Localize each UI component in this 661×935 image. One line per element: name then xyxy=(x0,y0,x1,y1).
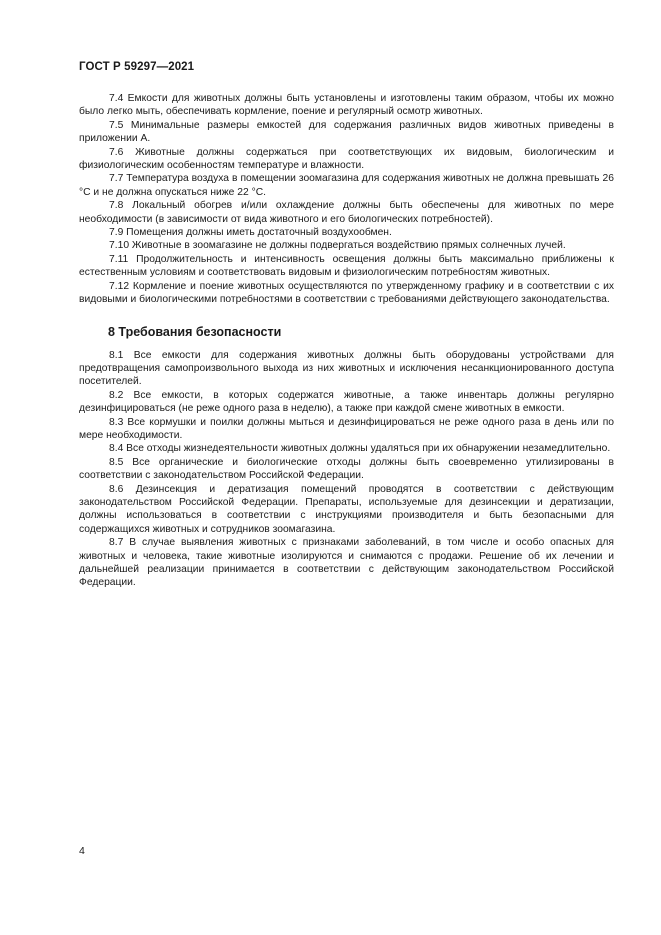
clause-8-4: 8.4 Все отходы жизнедеятельности животных должны удаляться при их обнаружении незамедлительно. xyxy=(109,443,611,455)
section-8 xyxy=(79,349,614,590)
clause-7-5: 7.5 Минимальные размеры емкостей для содержания различных видов животных приведены в приложении А. xyxy=(79,119,614,145)
clause-7-9: 7.9 Помещения должны иметь достаточный воздухообмен. xyxy=(109,227,392,239)
clause-7-11: 7.11 Продолжительность и интенсивность освещения должны быть максимально приближены к естественным условиям и соответствовать видовым и физиологическим потребностям животных. xyxy=(79,253,614,279)
clause-7-7: 7.7 Температура воздуха в помещении зоомагазина для содержания животных не должна превышать 26 °С и не должна опускаться ниже 22 °С. xyxy=(79,173,614,198)
clause-8-3: 8.3 Все кормушки и поилки должны мыться и дезинфицироваться не реже одного раза в день или по мере необходимости. xyxy=(79,416,614,441)
clause-8-2: 8.2 Все емкости, в которых содержатся животные, а также инвентарь должны регулярно дезинфицироваться (не реже одного раза в неделю), а также при каждой смене животных в емкости. xyxy=(79,389,614,415)
clause-7-12: 7.12 Кормление и поение животных осуществляются по утвержденному графику и в соответствии с их видовыми и биологическими потребностями в соответствии с требованиями действующего законодательства. xyxy=(79,280,614,306)
document-code: ГОСТ Р 59297—2021 xyxy=(79,61,195,73)
clause-8-5: 8.5 Все органические и биологические отходы должны быть своевременно утилизированы в соответствии с законодательством Российской Федерации. xyxy=(79,456,614,482)
clause-7-4: 7.4 Емкости для животных должны быть установлены и изготовлены таким образом, чтобы их можно было легко мыть, обеспечивать кормление, поение и регулярный осмотр животных. xyxy=(79,93,614,118)
clause-7-6: 7.6 Животные должны содержаться при соответствующих их видовым, биологическим и физиологическим особенностям температуре и влажности. xyxy=(79,146,614,172)
clause-8-6: 8.6 Дезинсекция и дератизация помещений проводятся в соответствии с действующим законодательством Российской Федерации. Препараты, используемые для дезинсекции и дератизации, должны использоваться в соответствии с инструкциями производителя и быть безопасными для содержащихся животных и сотрудников зоомагазина. xyxy=(79,483,614,535)
clause-8-1: 8.1 Все емкости для содержания животных должны быть оборудованы устройствами для предотвращения самопроизвольного выхода из них животных и исключения несанкционированного доступа посетителей. xyxy=(79,349,614,388)
clause-8-7: 8.7 В случае выявления животных с признаками заболеваний, в том числе и особо опасных для животных и человека, такие животные изолируются и снимаются с продажи. Решение об их лечении и дальнейшей реализации принимается в соответствии с действующим законодательством Российской Федерации. xyxy=(79,537,614,589)
clause-7-10: 7.10 Животные в зоомагазине не должны подвергаться воздействию прямых солнечных лучей. xyxy=(109,240,566,252)
document-body xyxy=(79,92,614,590)
section-7 xyxy=(79,92,614,307)
section-8-title: 8 Требования безопасности xyxy=(108,324,282,339)
clause-7-8: 7.8 Локальный обогрев и/или охлаждение должны быть обеспечены для животных по мере необходимости (в зависимости от вида животного и его биологических потребностей). xyxy=(79,200,614,225)
page-number: 4 xyxy=(79,845,85,857)
